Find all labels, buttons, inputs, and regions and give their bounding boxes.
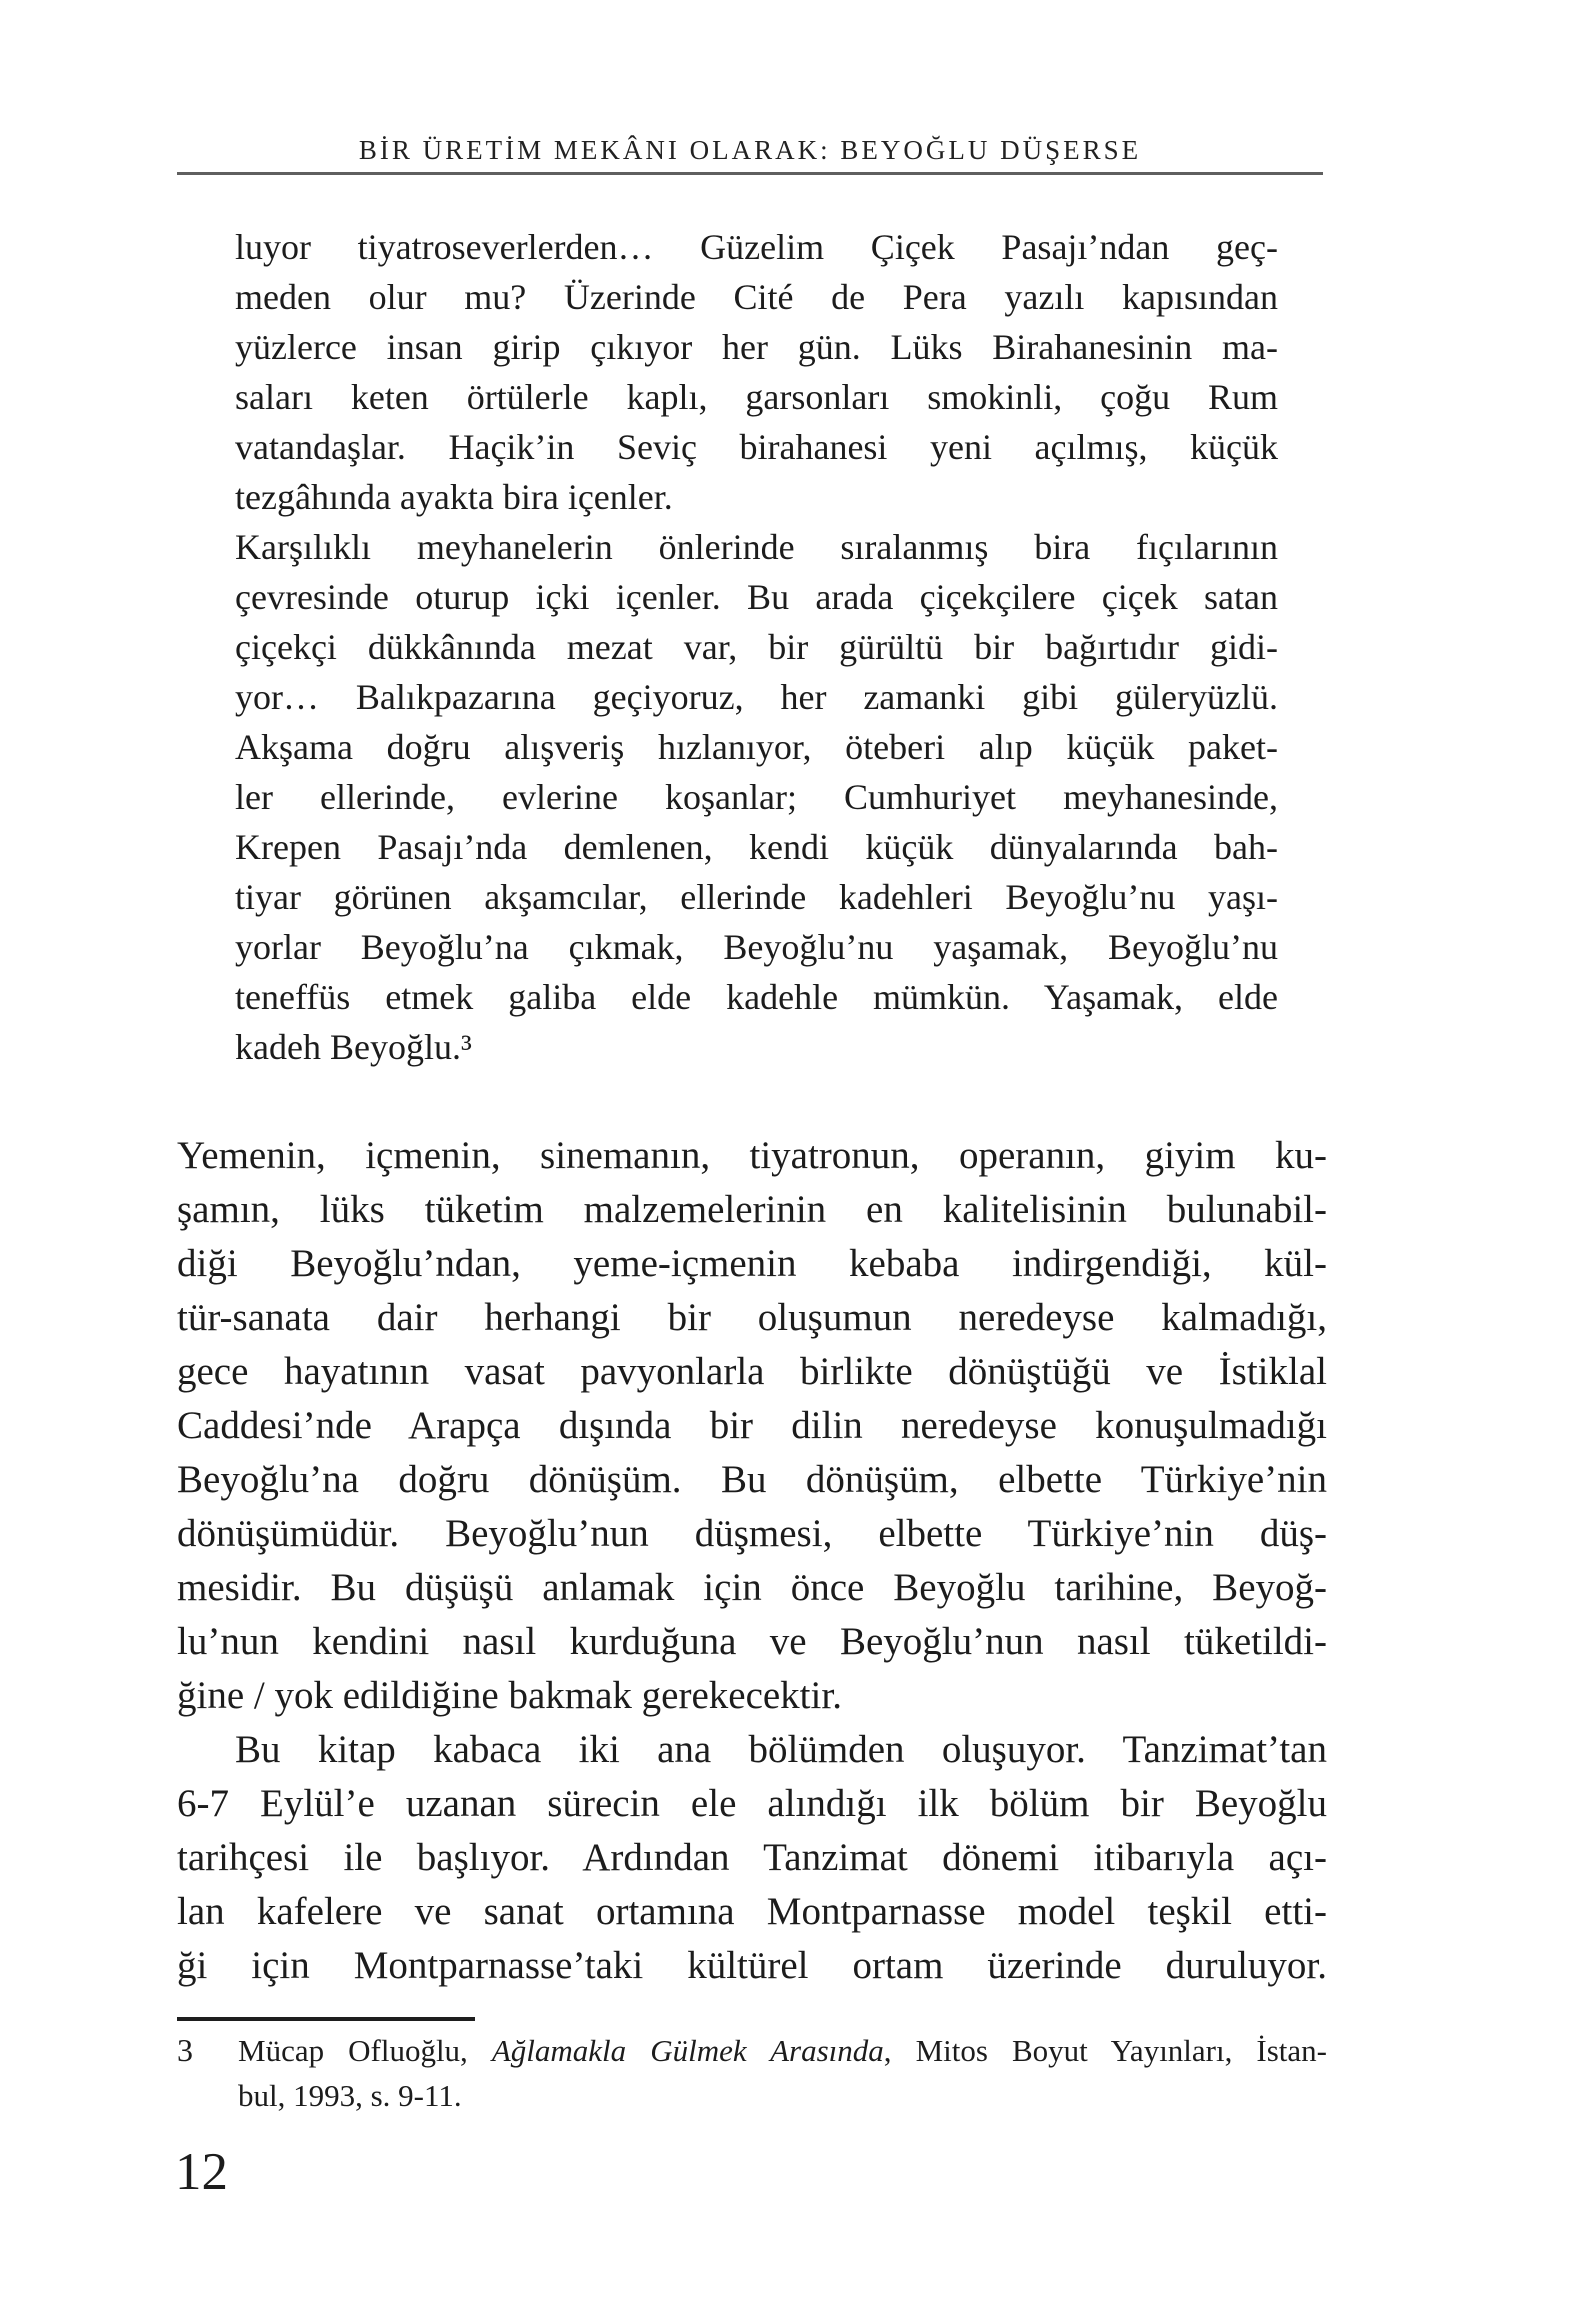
text-line: çevresinde oturup içki içenler. Bu arada çiçekçilere çiçek satan — [235, 577, 1278, 617]
block-quote — [235, 222, 1278, 1072]
text-line: teneffüs etmek galiba elde kadehle mümkün. Yaşamak, elde — [235, 977, 1278, 1017]
text-line: kadeh Beyoğlu.³ — [235, 1027, 472, 1067]
text-line: yorlar Beyoğlu’na çıkmak, Beyoğlu’nu yaşamak, Beyoğlu’nu — [235, 927, 1278, 967]
text-line: luyor tiyatroseverlerden… Güzelim Çiçek Pasajı’ndan geç- — [235, 227, 1278, 267]
text-line: diği Beyoğlu’ndan, yeme-içmenin kebaba indirgendiği, kül- — [177, 1242, 1327, 1285]
text-line: yor… Balıkpazarına geçiyoruz, her zamanki gibi güleryüzlü. — [235, 677, 1278, 717]
text-line: lan kafelere ve sanat ortamına Montparnasse model teşkil etti- — [177, 1890, 1327, 1933]
text-line: tarihçesi ile başlıyor. Ardından Tanzimat dönemi itibarıyla açı- — [177, 1836, 1327, 1879]
text-line: tezgâhında ayakta bira içenler. — [235, 477, 673, 517]
footnote-marker: 3 — [177, 2032, 193, 2068]
footnote-citation-publisher: , Mitos Boyut Yayınları, İstan- — [883, 2033, 1327, 2068]
text-line: Beyoğlu’na doğru dönüşüm. Bu dönüşüm, elbette Türkiye’nin — [177, 1458, 1327, 1501]
page-number: 12 — [175, 2143, 228, 2201]
footnote-citation-title: Ağlamakla Gülmek Arasında — [491, 2033, 884, 2068]
quote-paragraph-2 — [235, 522, 1278, 1072]
footnote-line-2: bul, 1993, s. 9-11. — [238, 2078, 462, 2113]
text-line: Bu kitap kabaca iki ana bölümden oluşuyor. Tanzimat’tan — [235, 1728, 1327, 1771]
text-line: Caddesi’nde Arapça dışında bir dilin neredeyse konuşulmadığı — [177, 1404, 1327, 1447]
running-head: BİR ÜRETİM MEKÂNI OLARAK: BEYOĞLU DÜŞERSE — [358, 135, 1142, 165]
text-line: Krepen Pasajı’nda demlenen, kendi küçük dünyalarında bah- — [235, 827, 1278, 867]
footnote — [177, 2028, 1327, 2118]
text-line: Yemenin, içmenin, sinemanın, tiyatronun, operanın, giyim ku- — [177, 1134, 1327, 1177]
text-line: mesidir. Bu düşüşü anlamak için önce Beyoğlu tarihine, Beyoğ- — [177, 1566, 1327, 1609]
text-line: şamın, lüks tüketim malzemelerinin en kalitelisinin bulunabil- — [177, 1188, 1327, 1231]
text-line: yüzlerce insan girip çıkıyor her gün. Lüks Birahanesinin ma- — [235, 327, 1278, 367]
text-line: saları keten örtülerle kaplı, garsonları smokinli, çoğu Rum — [235, 377, 1278, 417]
text-line: ği için Montparnasse’taki kültürel ortam üzerinde duruluyor. — [177, 1944, 1327, 1987]
text-line: ler ellerinde, evlerine koşanlar; Cumhuriyet meyhanesinde, — [235, 777, 1278, 817]
text-line: vatandaşlar. Haçik’in Seviç birahanesi yeni açılmış, küçük — [235, 427, 1278, 467]
body-paragraph-2 — [177, 1723, 1327, 1993]
text-line: çiçekçi dükkânında mezat var, bir gürültü bir bağırtıdır gidi- — [235, 627, 1278, 667]
body-text — [177, 1129, 1327, 1993]
text-line: lu’nun kendini nasıl kurduğuna ve Beyoğlu’nun nasıl tüketildi- — [177, 1620, 1327, 1663]
text-line: Karşılıklı meyhanelerin önlerinde sıralanmış bira fıçılarının — [235, 527, 1278, 567]
text-line: meden olur mu? Üzerinde Cité de Pera yazılı kapısından — [235, 277, 1278, 317]
text-line: gece hayatının vasat pavyonlarla birlikte dönüştüğü ve İstiklal — [177, 1350, 1327, 1393]
text-line: dönüşümüdür. Beyoğlu’nun düşmesi, elbette Türkiye’nin düş- — [177, 1512, 1327, 1555]
text-line: Akşama doğru alışveriş hızlanıyor, öteberi alıp küçük paket- — [235, 727, 1278, 767]
text-line: 6-7 Eylül’e uzanan sürecin ele alındığı ilk bölüm bir Beyoğlu — [177, 1782, 1327, 1825]
header-rule — [177, 172, 1323, 175]
quote-paragraph-1 — [235, 222, 1278, 522]
text-line: tiyar görünen akşamcılar, ellerinde kadehleri Beyoğlu’nu yaşı- — [235, 877, 1278, 917]
footnote-line-1 — [238, 2028, 1327, 2073]
footnote-separator — [177, 2017, 475, 2021]
body-paragraph-1 — [177, 1129, 1327, 1723]
text-line: tür-sanata dair herhangi bir oluşumun neredeyse kalmadığı, — [177, 1296, 1327, 1339]
footnote-citation-author: Mücap Ofluoğlu, — [238, 2033, 492, 2068]
text-line: ğine / yok edildiğine bakmak gerekecektir. — [177, 1674, 842, 1717]
